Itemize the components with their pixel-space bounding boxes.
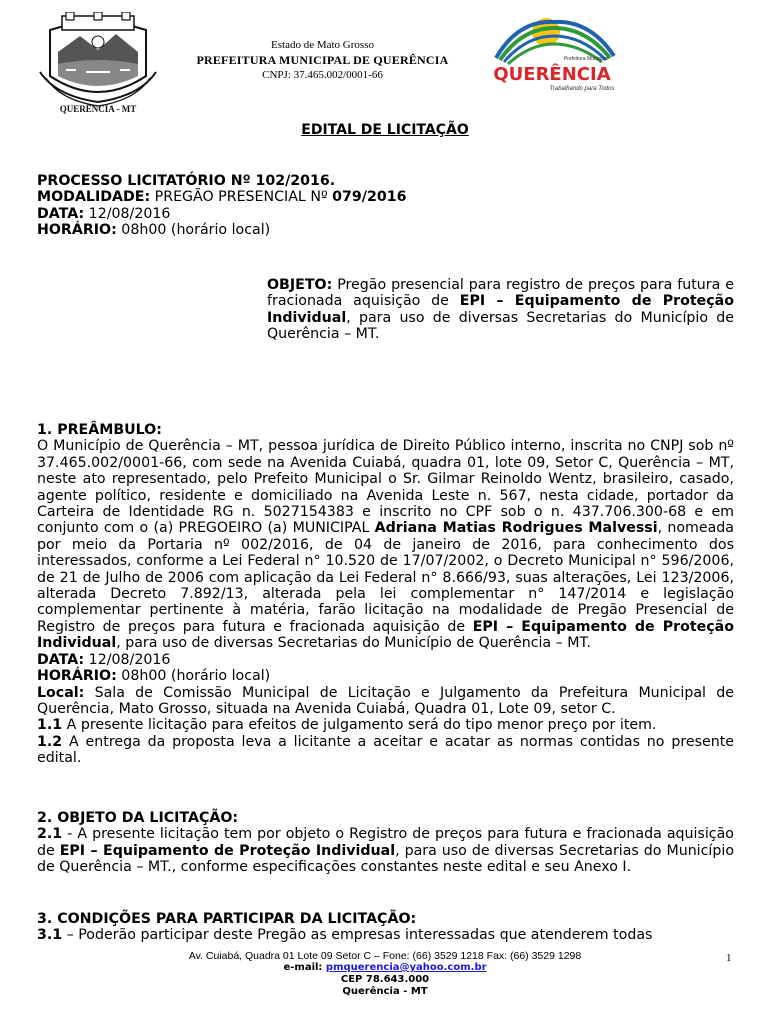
process-info xyxy=(37,173,734,239)
pregoeira-name: Adriana Matias Rodrigues Malvessi xyxy=(374,520,658,537)
prefecture-cnpj: CNPJ: 37.465.002/0001-66 xyxy=(262,69,383,81)
preamble-text-c: , para uso de diversas Secretarias do Município de Querência – MT. xyxy=(116,635,591,652)
document-title: EDITAL DE LICITAÇÃO xyxy=(301,122,469,138)
object-text-2: , para uso de diversas Secretarias do Município de Querência – MT. xyxy=(267,309,734,343)
item-1-1 xyxy=(37,717,734,733)
preamble-date-value: 12/08/2016 xyxy=(88,651,171,668)
object-section-heading: 2. OBJETO DA LICITAÇÃO: xyxy=(37,810,239,826)
preamble-date-line xyxy=(37,652,734,668)
item-2-1-number: 2.1 xyxy=(37,826,63,843)
page-footer xyxy=(0,950,770,998)
object-text-1: Pregão presencial para registro de preços para futura e fracionada aquisição de xyxy=(267,277,734,310)
item-2-1-text-a: - A presente licitação tem por objeto o Registro de preços para futura e fracionada aquisição de xyxy=(37,826,734,859)
modality-number: 079/2016 xyxy=(332,189,407,206)
crest-label: QUERÊNCIA - MT xyxy=(59,104,137,114)
preamble-text-a: O Município de Querência – MT, pessoa jurídica de Direito Público interno, inscrita no CNPJ sob nº 37.465.002/0001-66, com sede na Avenida Cuiabá, quadra 01, lote 09, Setor C, Querência – MT, neste ato representado, pelo Prefeito Municipal o Sr. Gilmar Reinoldo Wentz, brasileiro, casado, agente político, residente e domiciliado na Avenida Leste n. 567, nesta cidade, portador da Carteira de Identidade RG n. 5027154383 e inscrito no CPF sob o n. 437.706.300-68 e em conjunto com o (a) PREGOEIRO (a) MUNICIPAL xyxy=(37,438,734,537)
footer-city: Querência - MT xyxy=(342,986,428,997)
footer-cep: CEP 78.643.000 xyxy=(340,974,430,985)
brand-slogan: Trabalhando para Todos xyxy=(549,86,615,92)
preamble-heading: 1. PREÂMBULO: xyxy=(37,422,162,438)
local-label: Local: xyxy=(37,684,85,701)
object-summary xyxy=(267,277,734,343)
section-preamble xyxy=(37,422,734,767)
item-1-2-text: A entrega da proposta leva a licitante a aceitar e acatar as normas contidas no presente edital. xyxy=(37,733,734,767)
preamble-epi: EPI – Equipamento de Proteção Individual xyxy=(37,618,734,652)
brand-name: QUERÊNCIA xyxy=(493,64,611,85)
item-2-1-text-b: , para uso de diversas Secretarias do Município de Querência – MT., conforme especificações constantes neste edital e seu Anexo I. xyxy=(37,842,734,876)
date-line xyxy=(37,206,734,222)
letterhead-header xyxy=(0,0,770,114)
letterhead-text xyxy=(170,38,475,83)
item-2-1 xyxy=(37,826,734,875)
local-value: Sala de Comissão Municipal de Licitação e Julgamento da Prefeitura Municipal de Querência, Mato Grosso, situada na Avenida Cuiabá, Quadra 01, Lote 09, setor C. xyxy=(37,684,734,717)
footer-email-label: e-mail: xyxy=(283,962,323,973)
state-name: Estado de Mato Grosso xyxy=(271,39,374,51)
date-label: DATA: xyxy=(37,205,85,222)
time-line xyxy=(37,222,734,238)
modality-line xyxy=(37,189,734,205)
item-3-1 xyxy=(37,927,734,943)
time-value: 08h00 (horário local) xyxy=(121,222,271,239)
item-1-1-number: 1.1 xyxy=(37,717,63,734)
brand-small-text: Prefeitura Municipal xyxy=(563,56,609,62)
item-1-1-text: A presente licitação para efeitos de julgamento será do tipo menor preço por item. xyxy=(66,717,657,734)
prefecture-name: PREFEITURA MUNICIPAL DE QUERÊNCIA xyxy=(196,53,449,67)
municipal-crest-icon xyxy=(36,12,160,114)
item-3-1-text: – Poderão participar deste Pregão as empresas interessadas que atenderem todas xyxy=(66,927,653,944)
preamble-paragraph xyxy=(37,438,734,651)
footer-email-link[interactable]: pmquerencia@yahoo.com.br xyxy=(325,962,487,973)
conditions-heading: 3. CONDIÇÕES PARA PARTICIPAR DA LICITAÇÃO: xyxy=(37,911,417,927)
preamble-time-line xyxy=(37,668,734,684)
preamble-time-label: HORÁRIO: xyxy=(37,668,117,685)
preamble-local xyxy=(37,685,734,718)
preamble-text-b: , nomeada por meio da Portaria nº 002/2016, de 04 de janeiro de 2016, para conhecimento dos interessados, conforme a Lei Federal n° 10.520 de 17/07/2002, o Decreto Municipal n° 596/2006, de 21 de Julho de 2006 com aplicação da Lei Federal n° 8.666/93, suas alterações, Lei 123/2006, alterada Decreto 7.892/13, alterada pela lei complementar n° 147/2014 e legislação complementar pertinente à matéria, farão licitação na modalidade de Pregão Presencial de Registro de preços para futura e fracionada aquisição de xyxy=(37,520,734,635)
date-value: 12/08/2016 xyxy=(88,205,171,222)
object-label: OBJETO: xyxy=(267,277,333,293)
section-conditions xyxy=(37,911,734,944)
item-1-2-number: 1.2 xyxy=(37,733,63,750)
item-3-1-number: 3.1 xyxy=(37,927,63,944)
footer-address: Av. Cuiabá, Quadra 01 Lote 09 Setor C – Fone: (66) 3529 1218 Fax: (66) 3529 1298 xyxy=(188,950,582,962)
modality-label: MODALIDADE: xyxy=(37,189,151,206)
object-bold: EPI – Equipamento de Proteção Individual xyxy=(267,293,734,326)
page-number: 1 xyxy=(726,952,732,964)
item-2-1-bold: EPI – Equipamento de Proteção Individual xyxy=(59,842,396,859)
querencia-brand-logo xyxy=(488,10,622,96)
footer-email-line xyxy=(0,962,770,974)
preamble-date-label: DATA: xyxy=(37,651,85,668)
time-label: HORÁRIO: xyxy=(37,222,117,239)
modality-value: PREGÃO PRESENCIAL Nº xyxy=(154,189,328,206)
item-1-2 xyxy=(37,734,734,767)
preamble-time-value: 08h00 (horário local) xyxy=(121,668,271,685)
section-object xyxy=(37,810,734,876)
process-number: PROCESSO LICITATÓRIO Nº 102/2016. xyxy=(37,173,336,189)
